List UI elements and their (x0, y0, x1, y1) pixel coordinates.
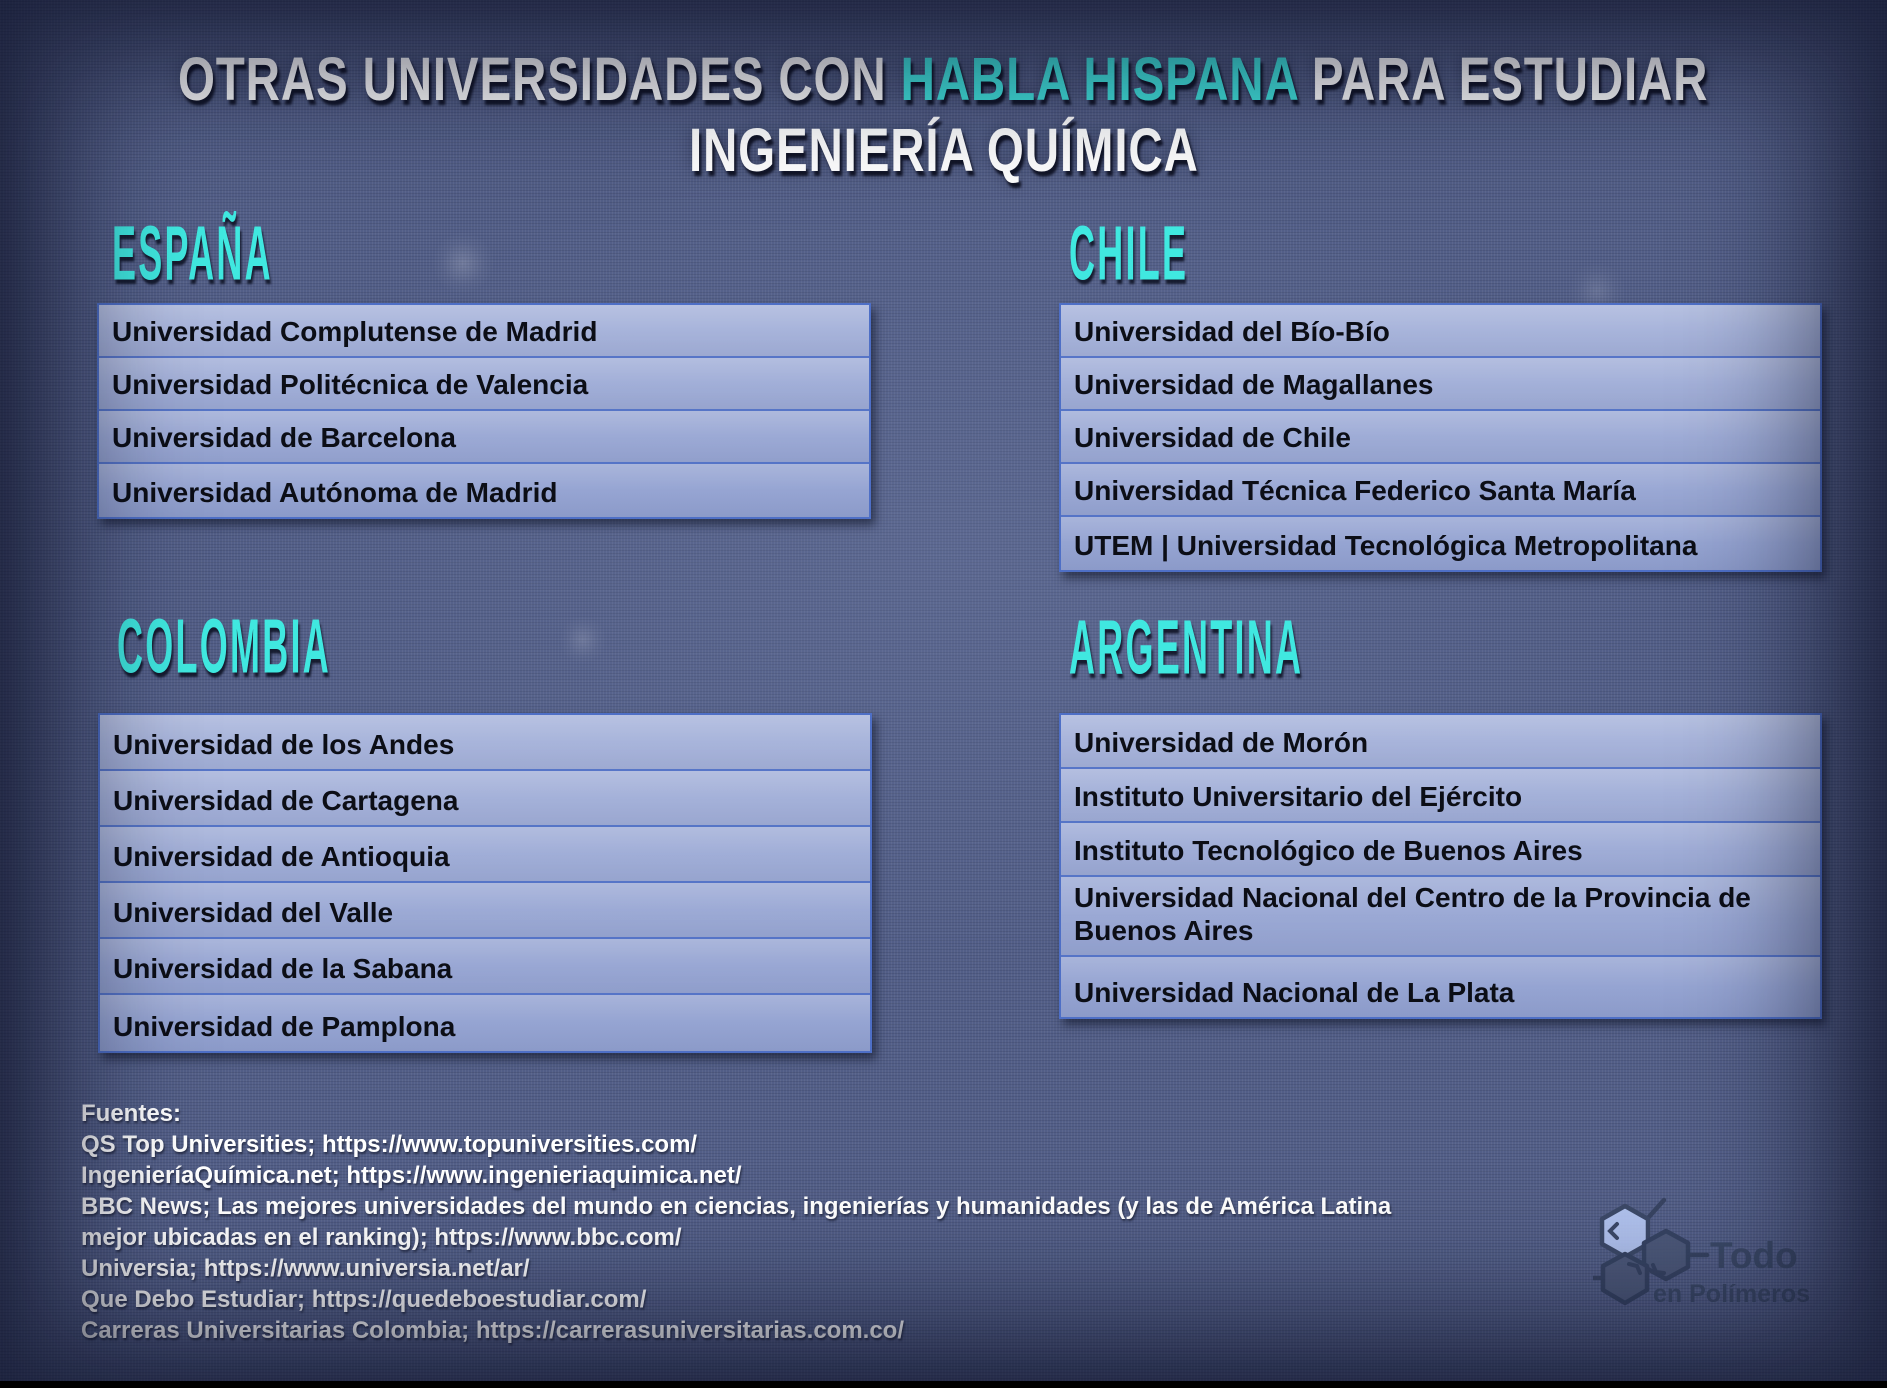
logo-text-top: Todo (1710, 1235, 1798, 1276)
sources-heading: Fuentes: (81, 1100, 182, 1127)
university-row: Universidad del Valle (100, 883, 870, 939)
university-row: Universidad Nacional de La Plata (1061, 957, 1820, 1017)
university-row: Universidad Autónoma de Madrid (99, 464, 869, 517)
title-part-2: PARA ESTUDIAR (1312, 44, 1709, 114)
university-row: Universidad Politécnica de Valencia (99, 358, 869, 411)
university-row: Universidad de la Sabana (100, 939, 870, 995)
source-line: QS Top Universities; https://www.topuniversities.com/ (81, 1131, 698, 1158)
section-heading-espana (112, 212, 326, 297)
source-line: BBC News; Las mejores universidades del mundo en ciencias, ingenierías y humanidades (y las de América Latina (81, 1193, 1392, 1220)
bond-stub-icon (1648, 1200, 1664, 1218)
sources-lines (81, 1129, 1561, 1346)
source-line: Universia; https://www.universia.net/ar/ (81, 1255, 530, 1282)
source-line: Que Debo Estudiar; https://quedeboestudiar.com/ (81, 1286, 647, 1313)
university-row: Universidad de los Andes (100, 715, 870, 771)
title-part-1: OTRAS UNIVERSIDADES CON (178, 44, 887, 114)
university-row: Universidad de Morón (1061, 715, 1820, 769)
university-row: Instituto Tecnológico de Buenos Aires (1061, 823, 1820, 877)
todo-en-polimeros-logo (1593, 1193, 1833, 1333)
texture-speckle (430, 232, 496, 294)
texture-speckle (558, 616, 608, 664)
university-row: Universidad de Chile (1061, 411, 1820, 464)
university-list-colombia (98, 713, 872, 1053)
source-line: IngenieríaQuímica.net; https://www.ingenieriaquimica.net/ (81, 1162, 742, 1189)
section-heading-argentina-text: ARGENTINA (1069, 606, 1304, 691)
section-heading-colombia-text: COLOMBIA (117, 605, 331, 690)
page-title (0, 44, 1887, 192)
page-title-line-2 (0, 115, 1887, 192)
section-heading-argentina (1069, 606, 1381, 691)
hexagon-dark-icon (1603, 1254, 1647, 1303)
university-row: Universidad Técnica Federico Santa María (1061, 464, 1820, 517)
section-heading-espana-text: ESPAÑA (112, 212, 273, 297)
bottom-black-bar (0, 1381, 1887, 1388)
source-line: mejor ubicadas en el ranking); https://www.bbc.com/ (81, 1224, 682, 1251)
university-list-espana (97, 303, 871, 519)
section-heading-chile-text: CHILE (1069, 212, 1189, 297)
university-list-argentina (1059, 713, 1822, 1019)
university-row: Universidad Complutense de Madrid (99, 305, 869, 358)
section-heading-colombia (117, 605, 402, 690)
university-row: Universidad de Magallanes (1061, 358, 1820, 411)
university-row: Universidad Nacional del Centro de la Provincia de Buenos Aires (1061, 877, 1820, 957)
university-row: Universidad de Antioquia (100, 827, 870, 883)
section-heading-chile (1069, 212, 1228, 297)
university-row: Universidad del Bío-Bío (1061, 305, 1820, 358)
university-row: Universidad de Pamplona (100, 995, 870, 1051)
hexagon-dark-icon (1644, 1231, 1688, 1279)
title-line-2-text: INGENIERÍA QUÍMICA (688, 115, 1199, 185)
title-highlight: HABLA HISPANA (900, 44, 1299, 114)
source-line: Carreras Universitarias Colombia; https://carrerasuniversitarias.com.co/ (81, 1317, 905, 1344)
sources-block (81, 1098, 1561, 1346)
university-row: UTEM | Universidad Tecnológica Metropolitana (1061, 517, 1820, 570)
university-row: Universidad de Barcelona (99, 411, 869, 464)
university-row: Instituto Universitario del Ejército (1061, 769, 1820, 823)
university-row: Universidad de Cartagena (100, 771, 870, 827)
university-list-chile (1059, 303, 1822, 572)
logo-text-bottom: en Polímeros (1653, 1280, 1810, 1308)
page-title-line-1 (0, 44, 1887, 121)
